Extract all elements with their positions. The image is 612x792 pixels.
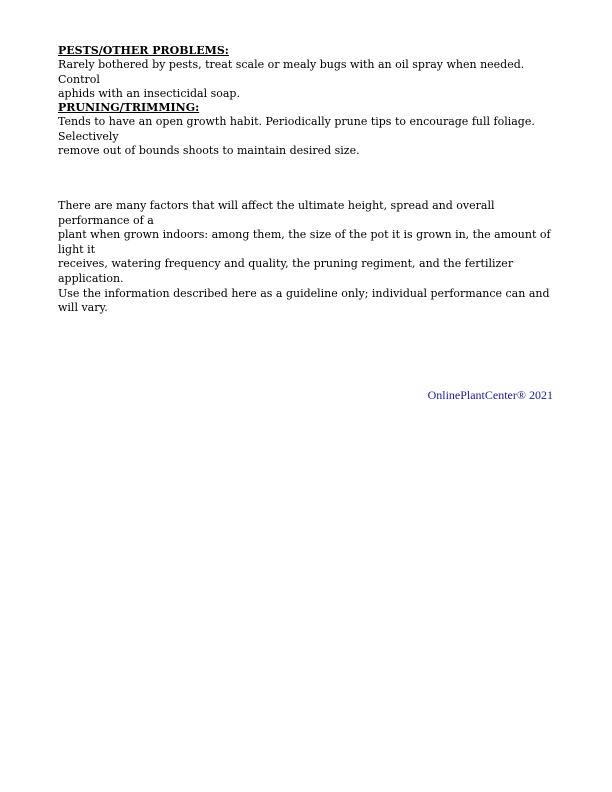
- pruning-section: [58, 101, 558, 159]
- disclaimer-text: There are many factors that will affect the ultimate height, spread and overall performance of a plant when grown indoors: among them, the size of the pot it is grown in, the amount of light it receives, watering frequency and quality, the pruning regiment, and the fertilizer application. Use the information described here as a guideline only; individual performance can and will vary.: [58, 199, 551, 315]
- pruning-text: Tends to have an open growth habit. Periodically prune tips to encourage full foliage. Selectively remove out of bounds shoots to maintain desired size.: [58, 115, 535, 158]
- pests-heading: PESTS/OTHER PROBLEMS:: [58, 44, 229, 57]
- pests-section: [58, 44, 558, 102]
- disclaimer-section: [58, 199, 558, 316]
- pruning-heading: PRUNING/TRIMMING:: [58, 101, 200, 114]
- pests-text: Rarely bothered by pests, treat scale or mealy bugs with an oil spray when needed. Control aphids with an insecticidal soap.: [58, 58, 525, 101]
- copyright-footer: OnlinePlantCenter® 2021: [427, 388, 553, 402]
